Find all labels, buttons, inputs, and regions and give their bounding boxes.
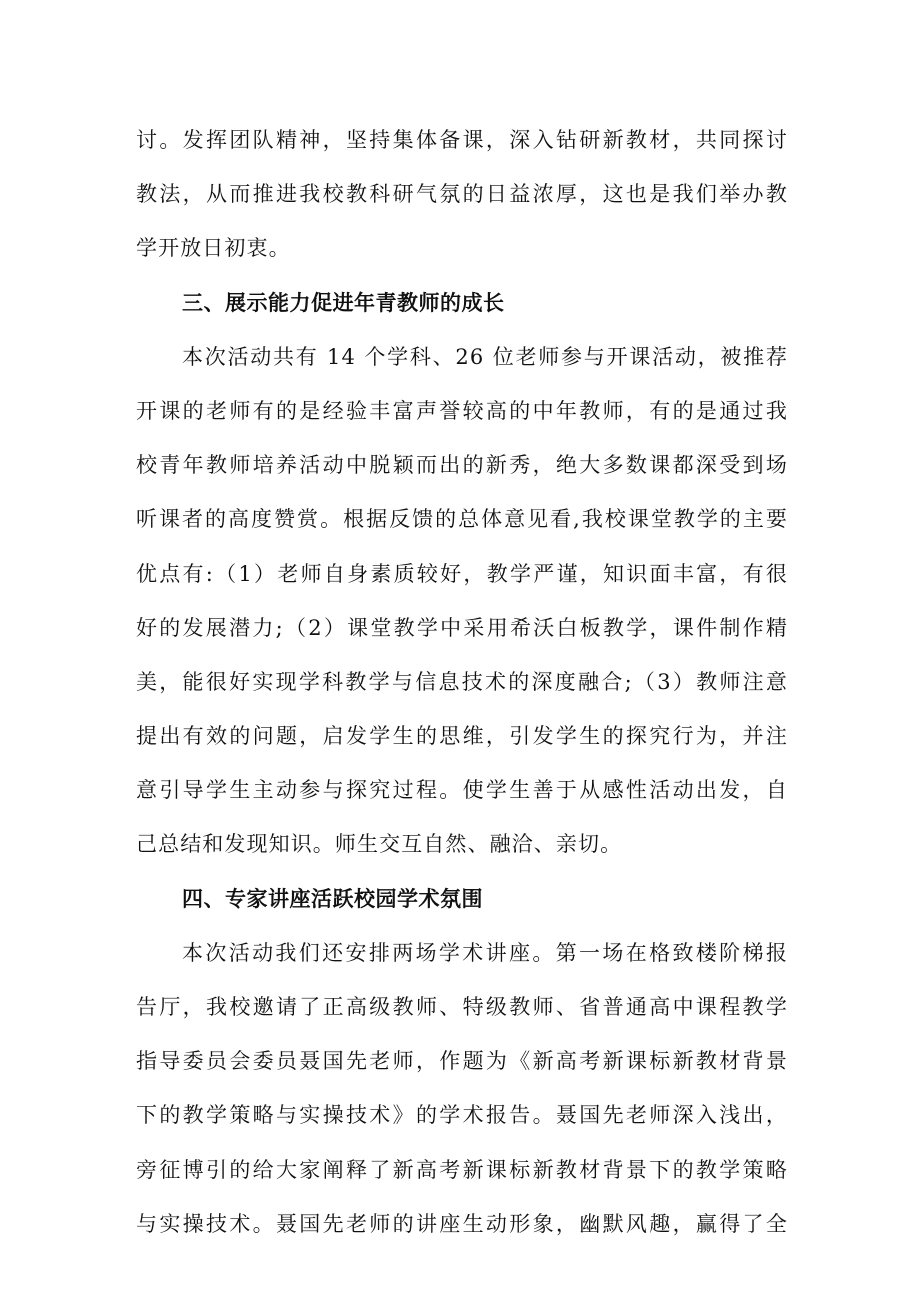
body-line: 下的教学策略与实操技术》的学术报告。聂国先老师深入浅出， [136, 1103, 788, 1128]
section-heading-4: 四、专家讲座活跃校园学术氛围 [182, 886, 483, 911]
body-line: 学开放日初衷。 [136, 236, 291, 261]
body-line: 教法，从而推进我校教科研气氛的日益浓厚，这也是我们举办教 [136, 182, 788, 207]
body-line: 听课者的高度赞赏。根据反馈的总体意见看,我校课堂教学的主要 [136, 507, 788, 532]
body-line: 本次活动我们还安排两场学术讲座。第一场在格致楼阶梯报 [182, 940, 788, 965]
body-line: 己总结和发现知识。师生交互自然、融洽、亲切。 [136, 832, 623, 857]
body-line: 旁征博引的给大家阐释了新高考新课标新教材背景下的教学策略 [136, 1157, 788, 1182]
body-line: 优点有:（1）老师自身素质较好，教学严谨，知识面丰富，有很 [136, 561, 788, 586]
document-page [136, 113, 788, 1251]
body-line: 美，能很好实现学科教学与信息技术的深度融合;（3）教师注意 [136, 669, 788, 694]
body-line: 与实操技术。聂国先老师的讲座生动形象，幽默风趣，赢得了全 [136, 1211, 788, 1236]
section-heading-3: 三、展示能力促进年青教师的成长 [182, 290, 505, 315]
body-line: 本次活动共有 14 个学科、26 位老师参与开课活动，被推荐 [182, 344, 788, 369]
body-line: 提出有效的问题，启发学生的思维，引发学生的探究行为，并注 [136, 724, 788, 749]
body-line: 指导委员会委员聂国先老师，作题为《新高考新课标新教材背景 [136, 1049, 788, 1074]
body-line: 开课的老师有的是经验丰富声誉较高的中年教师，有的是通过我 [136, 398, 788, 423]
body-line: 校青年教师培养活动中脱颖而出的新秀，绝大多数课都深受到场 [136, 453, 788, 478]
body-line: 告厅，我校邀请了正高级教师、特级教师、省普通高中课程教学 [136, 995, 788, 1019]
body-line: 讨。发挥团队精神，坚持集体备课，深入钻研新教材，共同探讨 [136, 128, 788, 152]
body-line: 好的发展潜力;（2）课堂教学中采用希沃白板教学，课件制作精 [136, 615, 788, 640]
body-line: 意引导学生主动参与探究过程。使学生善于从感性活动出发，自 [136, 778, 788, 803]
